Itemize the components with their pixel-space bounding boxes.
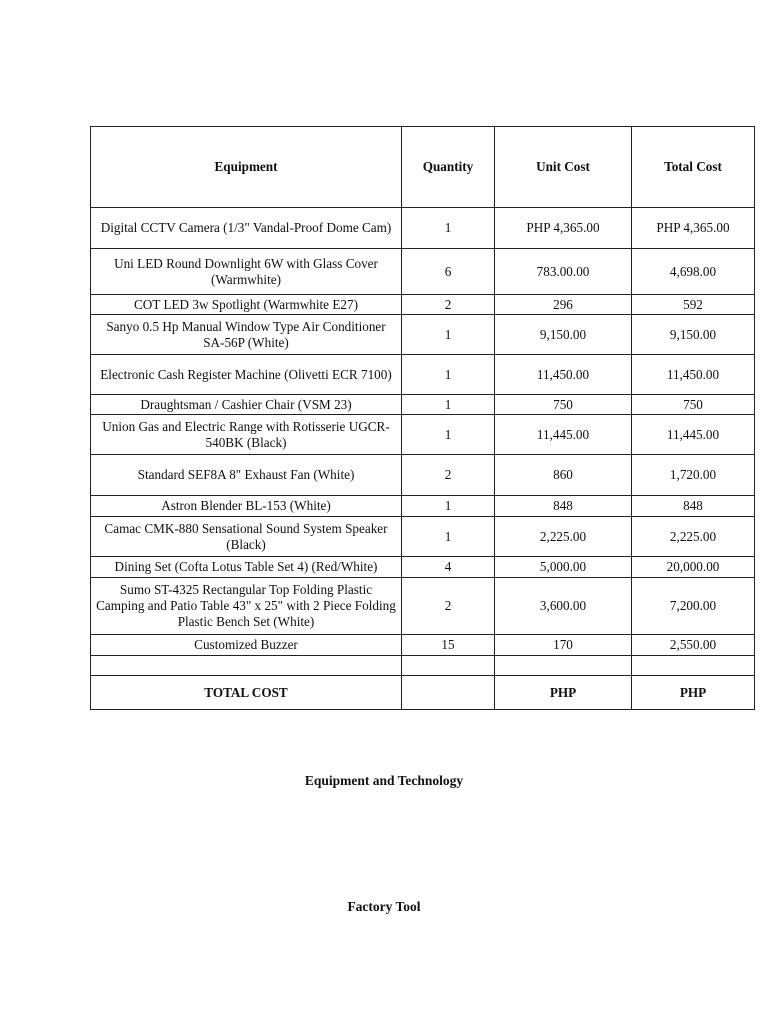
cell-total-cost: 848 <box>632 496 755 517</box>
section-heading: Equipment and Technology <box>304 773 464 788</box>
cell-quantity: 1 <box>402 395 495 415</box>
cell-equipment: Standard SEF8A 8" Exhaust Fan (White) <box>91 455 402 496</box>
cell-unit-cost: 783.00.00 <box>495 249 632 295</box>
total-quantity <box>402 676 495 710</box>
cell-unit-cost: PHP 4,365.00 <box>495 208 632 249</box>
cell-quantity: 1 <box>402 355 495 395</box>
cell-unit-cost: 848 <box>495 496 632 517</box>
cell-unit-cost: 2,225.00 <box>495 517 632 557</box>
cell-equipment: Electronic Cash Register Machine (Olivetti ECR 7100) <box>91 355 402 395</box>
table-row <box>91 208 755 249</box>
cell-unit-cost: 5,000.00 <box>495 557 632 578</box>
table-row <box>91 557 755 578</box>
cell-unit-cost: 296 <box>495 295 632 315</box>
table-row <box>91 315 755 355</box>
cell-quantity: 15 <box>402 635 495 656</box>
cell-unit-cost: 170 <box>495 635 632 656</box>
cell-unit-cost: 860 <box>495 455 632 496</box>
header-total-cost: Total Cost <box>632 127 755 208</box>
table-row <box>91 249 755 295</box>
cell-equipment: Draughtsman / Cashier Chair (VSM 23) <box>91 395 402 415</box>
cell-quantity: 2 <box>402 578 495 635</box>
total-unit-cost: PHP <box>495 676 632 710</box>
cell-total-cost: 1,720.00 <box>632 455 755 496</box>
cell-quantity: 1 <box>402 208 495 249</box>
table-row <box>91 415 755 455</box>
cell-unit-cost: 750 <box>495 395 632 415</box>
cell-quantity: 2 <box>402 295 495 315</box>
cell-quantity: 6 <box>402 249 495 295</box>
cell-total-cost: 2,550.00 <box>632 635 755 656</box>
cell-total-cost: 20,000.00 <box>632 557 755 578</box>
cell-quantity <box>402 656 495 676</box>
cell-equipment: COT LED 3w Spotlight (Warmwhite E27) <box>91 295 402 315</box>
cell-total-cost: 4,698.00 <box>632 249 755 295</box>
table-row <box>91 517 755 557</box>
table-header-row <box>91 127 755 208</box>
table-row <box>91 295 755 315</box>
cell-unit-cost <box>495 656 632 676</box>
cell-equipment: Uni LED Round Downlight 6W with Glass Cover (Warmwhite) <box>91 249 402 295</box>
cell-total-cost: 9,150.00 <box>632 315 755 355</box>
table-row <box>91 496 755 517</box>
cell-equipment: Dining Set (Cofta Lotus Table Set 4) (Red/White) <box>91 557 402 578</box>
cell-total-cost: 7,200.00 <box>632 578 755 635</box>
table-row <box>91 455 755 496</box>
cell-quantity: 2 <box>402 455 495 496</box>
cell-quantity: 1 <box>402 415 495 455</box>
cell-equipment: Camac CMK-880 Sensational Sound System Speaker (Black) <box>91 517 402 557</box>
cell-quantity: 4 <box>402 557 495 578</box>
cell-total-cost <box>632 656 755 676</box>
cell-unit-cost: 9,150.00 <box>495 315 632 355</box>
cell-equipment: Sumo ST-4325 Rectangular Top Folding Plastic Camping and Patio Table 43" x 25" with 2 Piece Folding Plastic Bench Set (White) <box>91 578 402 635</box>
cell-total-cost: 11,445.00 <box>632 415 755 455</box>
cell-total-cost: 750 <box>632 395 755 415</box>
equipment-cost-table <box>90 126 755 710</box>
cell-unit-cost: 11,445.00 <box>495 415 632 455</box>
cell-total-cost: 2,225.00 <box>632 517 755 557</box>
total-total-cost: PHP <box>632 676 755 710</box>
header-unit-cost: Unit Cost <box>495 127 632 208</box>
table-row <box>91 635 755 656</box>
cell-equipment <box>91 656 402 676</box>
header-quantity: Quantity <box>402 127 495 208</box>
table-row <box>91 578 755 635</box>
cell-quantity: 1 <box>402 315 495 355</box>
table-row <box>91 395 755 415</box>
cell-equipment: Customized Buzzer <box>91 635 402 656</box>
cell-equipment: Union Gas and Electric Range with Rotisserie UGCR-540BK (Black) <box>91 415 402 455</box>
cell-equipment: Digital CCTV Camera (1/3" Vandal-Proof Dome Cam) <box>91 208 402 249</box>
subsection-heading: Factory Tool <box>347 899 421 914</box>
table-row <box>91 355 755 395</box>
cell-total-cost: 11,450.00 <box>632 355 755 395</box>
cell-unit-cost: 11,450.00 <box>495 355 632 395</box>
cell-unit-cost: 3,600.00 <box>495 578 632 635</box>
total-label: TOTAL COST <box>91 676 402 710</box>
cell-equipment: Astron Blender BL-153 (White) <box>91 496 402 517</box>
cell-equipment: Sanyo 0.5 Hp Manual Window Type Air Conditioner SA-56P (White) <box>91 315 402 355</box>
total-row <box>91 676 755 710</box>
cell-total-cost: 592 <box>632 295 755 315</box>
cell-quantity: 1 <box>402 517 495 557</box>
table-row-blank <box>91 656 755 676</box>
header-equipment: Equipment <box>91 127 402 208</box>
cell-total-cost: PHP 4,365.00 <box>632 208 755 249</box>
cell-quantity: 1 <box>402 496 495 517</box>
